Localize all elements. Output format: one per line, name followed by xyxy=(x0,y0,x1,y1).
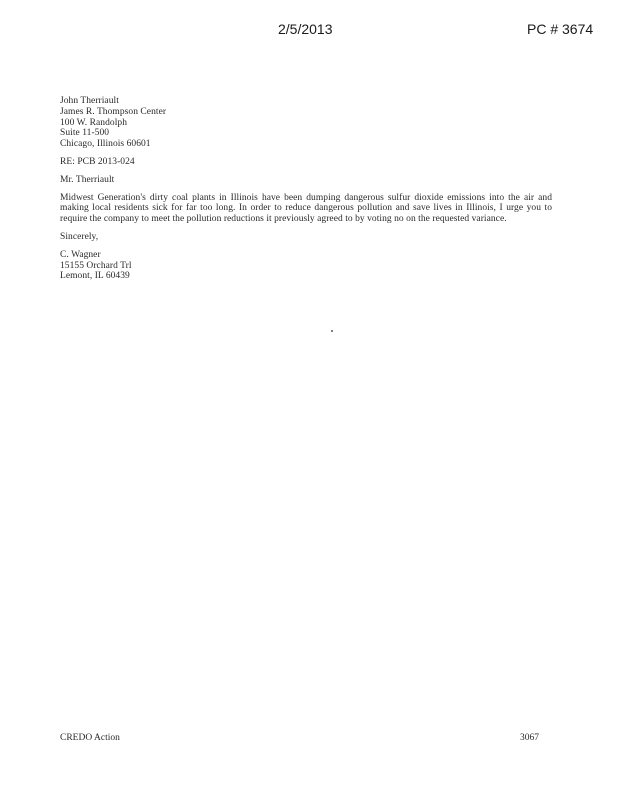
salutation: Mr. Therriault xyxy=(60,174,115,185)
header-pc-number: PC # 3674 xyxy=(527,21,594,37)
recipient-street: 100 W. Randolph xyxy=(60,117,127,128)
letter-body xyxy=(60,96,552,282)
sender-name: C. Wagner xyxy=(60,249,101,260)
letter-paragraph: Midwest Generation's dirty coal plants in Illinois have been dumping dangerous sulfur dioxide emissions into the air and making local residents sick for far too long. In order to reduce dangerous pollution and save lives in Illinois, I urge you to require the company to meet the pollution reductions it previously agreed to by voting no on the requested variance. xyxy=(60,192,552,225)
footer-page-number: 3067 xyxy=(520,733,539,743)
closing: Sincerely, xyxy=(60,231,99,242)
re-line: RE: PCB 2013-024 xyxy=(60,156,135,167)
sender-block xyxy=(60,250,552,282)
recipient-suite: Suite 11-500 xyxy=(60,128,110,139)
recipient-name: John Therriault xyxy=(60,96,119,106)
footer-source: CREDO Action xyxy=(60,733,120,743)
recipient-city: Chicago, Illinois 60601 xyxy=(60,139,151,150)
recipient-building: James R. Thompson Center xyxy=(60,106,167,117)
sender-city: Lemont, IL 60439 xyxy=(60,271,130,282)
recipient-address xyxy=(60,96,552,150)
sender-street: 15155 Orchard Trl xyxy=(60,260,132,271)
header-date: 2/5/2013 xyxy=(278,21,333,37)
scan-speck xyxy=(331,330,333,332)
